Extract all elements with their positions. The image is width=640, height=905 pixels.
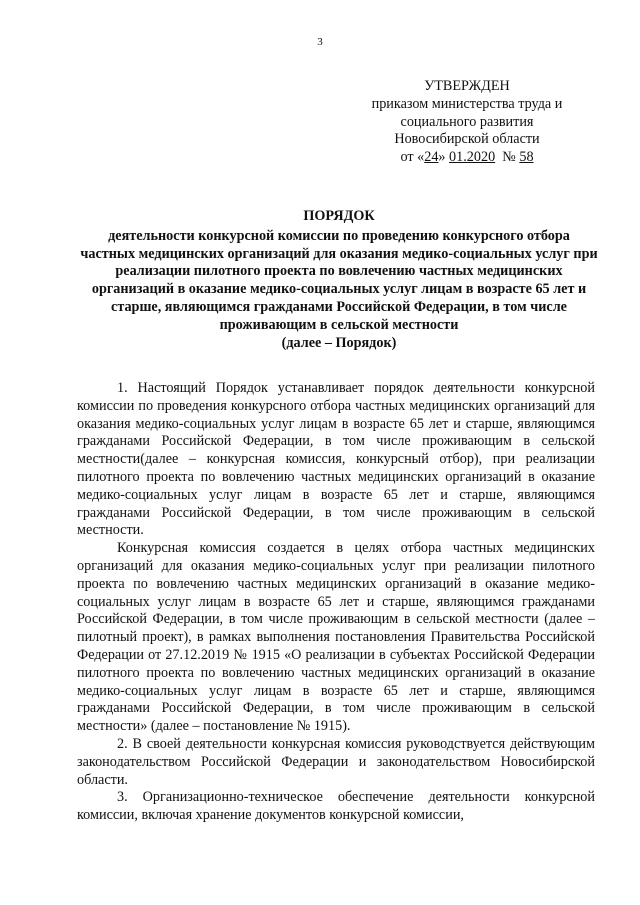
approval-date-line [350, 149, 584, 167]
order-number: 58 [519, 149, 534, 166]
date-month-year: 01.2020 [449, 149, 496, 166]
number-label: № [495, 149, 520, 166]
approval-line: Новосибирской области [394, 131, 540, 148]
date-day: 24 [424, 149, 439, 166]
approval-line: социального развития [400, 113, 534, 130]
title-short: (далее – Порядок) [281, 334, 397, 351]
paragraph-4: 3. Организационно-техническое обеспечение деятельности конкурсной комиссии, включая хранение документов конкурсной комиссии, [77, 789, 595, 824]
title-main: ПОРЯДОК [303, 208, 375, 224]
paragraph-1: 1. Настоящий Порядок устанавливает порядок деятельности конкурсной комиссии по проведения конкурсного отбора частных медицинских организаций для оказания медико-социальных услуг лицам в возрасте 65 лет и старше, являющимся гражданами Российской Федерации, в том числе проживающим в сельской местности(далее – конкурсная комиссия, конкурсный отбор), при реализации пилотного проекта по вовлечению частных медицинских организаций в оказание медико-социальных услуг лицам в возрасте 65 лет и старше, являющимся гражданами Российской Федерации, в том числе проживающим в сельской местности. [77, 380, 595, 539]
date-prefix: от « [400, 149, 425, 166]
approval-line: УТВЕРЖДЕН [424, 78, 510, 94]
approval-stamp [350, 78, 584, 167]
paragraph-2: Конкурсная комиссия создается в целях отбора частных медицинских организаций для оказания медико-социальных услуг при реализации пилотного проекта по вовлечению частных медицинских организаций в оказание медико-социальных услуг лицам в возрасте 65 лет и старше, являющимся гражданами Российской Федерации, в том числе проживающим в сельской местности (далее – пилотный проект), в рамках выполнения постановления Правительства Российской Федерации от 27.12.2019 № 1915 «О реализации в субъектах Российской Федерации пилотного проекта по вовлечению частных медицинских организаций в оказание медико-социальных услуг лицам в возрасте 65 лет и старше, являющимся гражданами Российской Федерации, в том числе проживающим в сельской местности» (далее – постановление № 1915). [77, 540, 595, 735]
date-mid: » [438, 149, 450, 166]
approval-line: приказом министерства труда и [371, 95, 563, 112]
paragraph-3: 2. В своей деятельности конкурсная комиссия руководствуется действующим законодательством Российской Федерации и законодательством Новосибирской области. [77, 735, 595, 788]
document-body [77, 380, 595, 825]
title-subtitle: деятельности конкурсной комиссии по проведению конкурсного отбора частных медицинских организаций для оказания медико-социальных услуг при реализации пилотного проекта по вовлечению частных медицинских организаций в оказание медико-социальных услуг лицам в возрасте 65 лет и старше, являющимся гражданами Российской Федерации, в том числе проживающим в сельской местности [80, 227, 598, 333]
page-number: 3 [317, 36, 323, 48]
document-title [80, 208, 598, 352]
